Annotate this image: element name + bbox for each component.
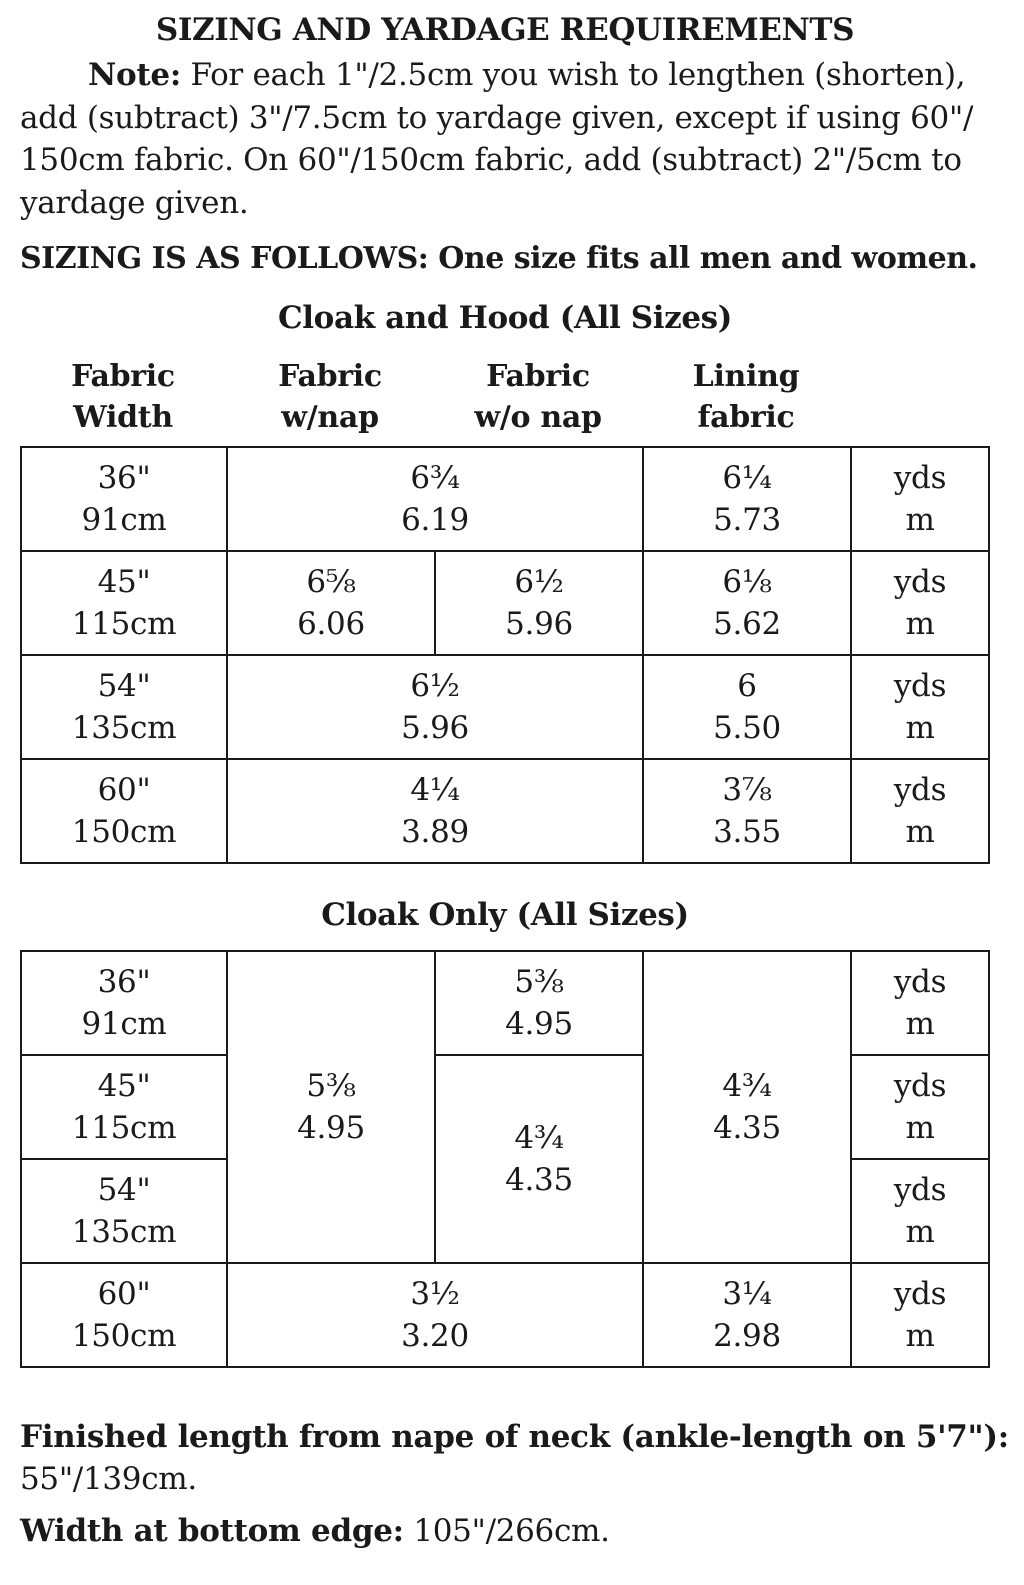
fabric-wo-nap-cell: 4¾ 4.35 (435, 1055, 643, 1263)
lining-yardage-cell: 6 5.50 (643, 655, 851, 759)
unit-cell: yds m (851, 655, 989, 759)
table-row (21, 551, 989, 655)
lining-yardage-cell: 6¼ 5.73 (643, 447, 851, 551)
unit-cell: yds m (851, 551, 989, 655)
unit-cell: yds m (851, 951, 989, 1055)
note-text-line1: For each 1"/2.5cm you wish to lengthen (shorten), (181, 57, 966, 93)
col-header-lining: Lining fabric (692, 359, 800, 435)
fabric-yardage-cell: 6¾ 6.19 (227, 447, 643, 551)
fabric-yardage-cell: 3½ 3.20 (227, 1263, 643, 1367)
unit-cell: yds m (851, 447, 989, 551)
unit-cell: yds m (851, 759, 989, 863)
lining-yardage-cell: 3⅞ 3.55 (643, 759, 851, 863)
table-row (21, 951, 989, 1055)
lining-yardage-cell: 4¾ 4.35 (643, 951, 851, 1263)
col-header-fabric-width: Fabric Width (71, 359, 175, 435)
page-title: SIZING AND YARDAGE REQUIREMENTS (155, 12, 855, 48)
fabric-yardage-cell: 6½ 5.96 (227, 655, 643, 759)
note-text-line2: add (subtract) 3"/7.5cm to yardage given, except if using 60"/ (20, 99, 974, 136)
table-row (21, 655, 989, 759)
note-text-line3: 150cm fabric. On 60"/150cm fabric, add (subtract) 2"/5cm to (20, 142, 962, 178)
fabric-width-cell: 60" 150cm (21, 759, 227, 863)
lining-yardage-cell: 3¼ 2.98 (643, 1263, 851, 1367)
fabric-yardage-cell: 4¼ 3.89 (227, 759, 643, 863)
fabric-nap-cell: 6⅝ 6.06 (227, 551, 435, 655)
fabric-width-cell: 45" 115cm (21, 551, 227, 655)
fabric-width-cell: 36" 91cm (21, 951, 227, 1055)
finished-length (20, 1416, 1010, 1500)
bottom-width-label: Width at bottom edge: (20, 1513, 404, 1549)
unit-cell: yds m (851, 1159, 989, 1263)
cloak-hood-title: Cloak and Hood (All Sizes) (278, 300, 732, 336)
note-paragraph (20, 54, 1005, 224)
finished-length-value: 55"/139cm. (20, 1461, 197, 1497)
col-header-fabric-wo-nap: Fabric w/o nap (474, 359, 602, 435)
fabric-width-cell: 36" 91cm (21, 447, 227, 551)
note-text-line4: yardage given. (20, 184, 249, 221)
unit-cell: yds m (851, 1055, 989, 1159)
sizing-statement: SIZING IS AS FOLLOWS: One size fits all men and women. (20, 241, 978, 276)
finished-length-label: Finished length from nape of neck (ankle-length on 5'7"): (20, 1419, 1009, 1455)
note-label: Note: (88, 57, 181, 93)
fabric-width-cell: 60" 150cm (21, 1263, 227, 1367)
cloak-hood-table (20, 446, 990, 864)
fabric-wo-nap-cell: 5⅜ 4.95 (435, 951, 643, 1055)
fabric-width-cell: 45" 115cm (21, 1055, 227, 1159)
fabric-nap-cell: 5⅜ 4.95 (227, 951, 435, 1263)
fabric-width-cell: 54" 135cm (21, 1159, 227, 1263)
lining-yardage-cell: 6⅛ 5.62 (643, 551, 851, 655)
unit-cell: yds m (851, 1263, 989, 1367)
fabric-wo-nap-cell: 6½ 5.96 (435, 551, 643, 655)
cloak-only-table (20, 950, 990, 1368)
cloak-only-title: Cloak Only (All Sizes) (321, 897, 689, 933)
table-row (21, 1263, 989, 1367)
bottom-width-value: 105"/266cm. (403, 1513, 610, 1549)
col-header-fabric-nap: Fabric w/nap (278, 359, 382, 435)
table-row (21, 447, 989, 551)
fabric-width-cell: 54" 135cm (21, 655, 227, 759)
bottom-width (20, 1510, 1010, 1552)
table-row (21, 759, 989, 863)
